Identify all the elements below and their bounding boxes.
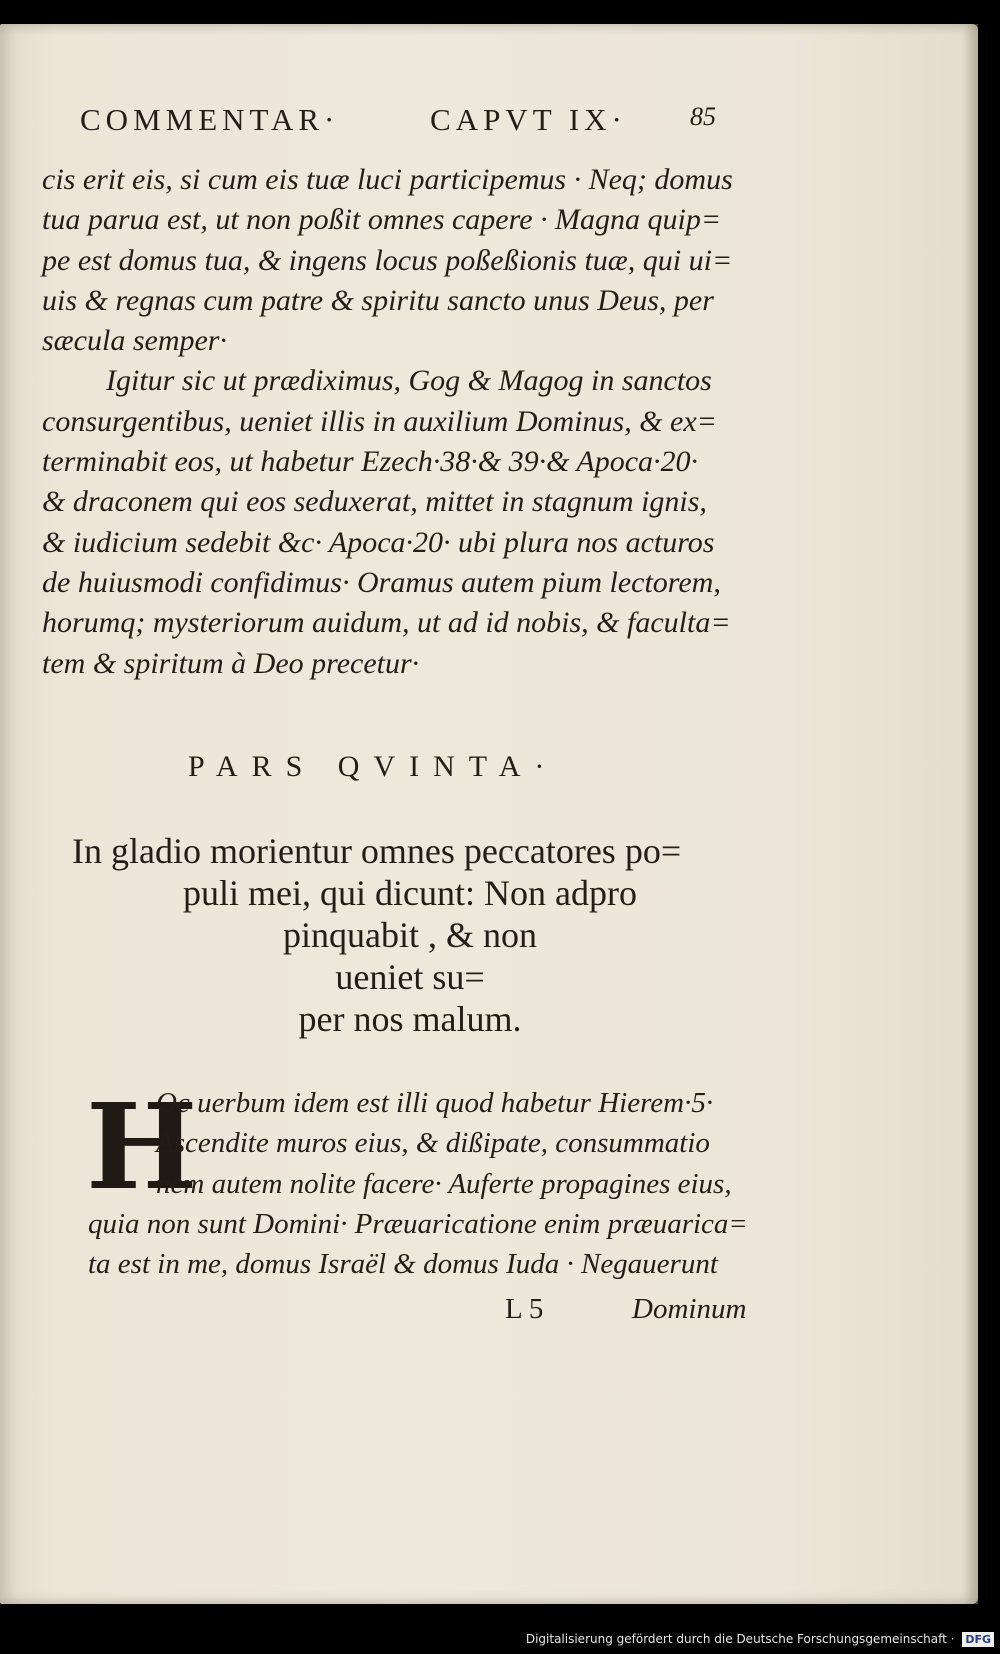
verse-line: In gladio morientur omnes peccatores po= xyxy=(72,831,682,871)
running-title: COMMENTAR· xyxy=(80,102,340,137)
text-line: tua parua est, ut non poßit omnes capere · Magna quip= xyxy=(42,203,722,237)
text-line: quia non sunt Domini· Præuaricatione enim præuarica= xyxy=(88,1207,748,1240)
section-heading: PARS QVINTA· xyxy=(188,750,559,783)
text-line: uis & regnas cum patre & spiritu sancto unus Deus, per xyxy=(42,283,714,317)
drop-cap-initial: H xyxy=(86,1077,198,1216)
verse-line: per nos malum. xyxy=(298,999,522,1039)
verse-line: puli mei, qui dicunt: Non adpro xyxy=(183,873,637,913)
signature-mark: L 5 xyxy=(505,1293,544,1325)
text-line: ta est in me, domus Israël & domus Iuda · Negauerunt xyxy=(88,1248,718,1281)
chapter-heading: CAPVT IX· xyxy=(430,102,627,137)
text-line: cis erit eis, si cum eis tuæ luci participemus · Neq; domus xyxy=(42,163,733,196)
body-text xyxy=(42,160,742,684)
text-line: horumq; mysteriorum auidum, ut ad id nobis, & faculta= xyxy=(42,606,731,640)
text-line: Oc uerbum idem est illi quod habetur Hierem·5· xyxy=(156,1087,714,1119)
running-header xyxy=(80,80,720,137)
text-line: pe est domus tua, & ingens locus poßeßionis tuæ, qui ui= xyxy=(42,243,733,277)
verse-line: ueniet su= xyxy=(335,957,485,997)
text-line: & draconem qui eos seduxerat, mittet in stagnum ignis, xyxy=(42,485,707,519)
dfg-logo: DFG xyxy=(962,1632,994,1647)
text-line: sæcula semper· xyxy=(42,324,227,358)
text-line: Igitur sic ut prædiximus, Gog & Magog in sanctos xyxy=(106,364,712,398)
text-line: Ascendite muros eius, & dißipate, consummatio xyxy=(156,1127,710,1160)
page-number: 85 xyxy=(690,102,716,131)
credit-text: Digitalisierung gefördert durch die Deutsche Forschungsgemeinschaft · xyxy=(525,1632,955,1646)
commentary-text xyxy=(86,1077,768,1284)
text-line: consurgentibus, ueniet illis in auxilium Dominus, & ex= xyxy=(42,404,717,438)
scripture-verse xyxy=(70,830,750,1040)
digitization-credit xyxy=(526,1626,994,1652)
text-line: de huiusmodi confidimus· Oramus autem pium lectorem, xyxy=(42,565,721,599)
catchword: Dominum xyxy=(632,1293,747,1325)
text-line: tem & spiritum à Deo precetur· xyxy=(42,646,420,680)
text-line: nem autem nolite facere· Auferte propagines eius, xyxy=(156,1167,732,1200)
verse-line: pinquabit , & non xyxy=(283,915,537,955)
text-line: & iudicium sedebit &c· Apoca·20· ubi plura nos acturos xyxy=(42,525,715,559)
text-line: terminabit eos, ut habetur Ezech·38·& 39·& Apoca·20· xyxy=(42,445,699,479)
